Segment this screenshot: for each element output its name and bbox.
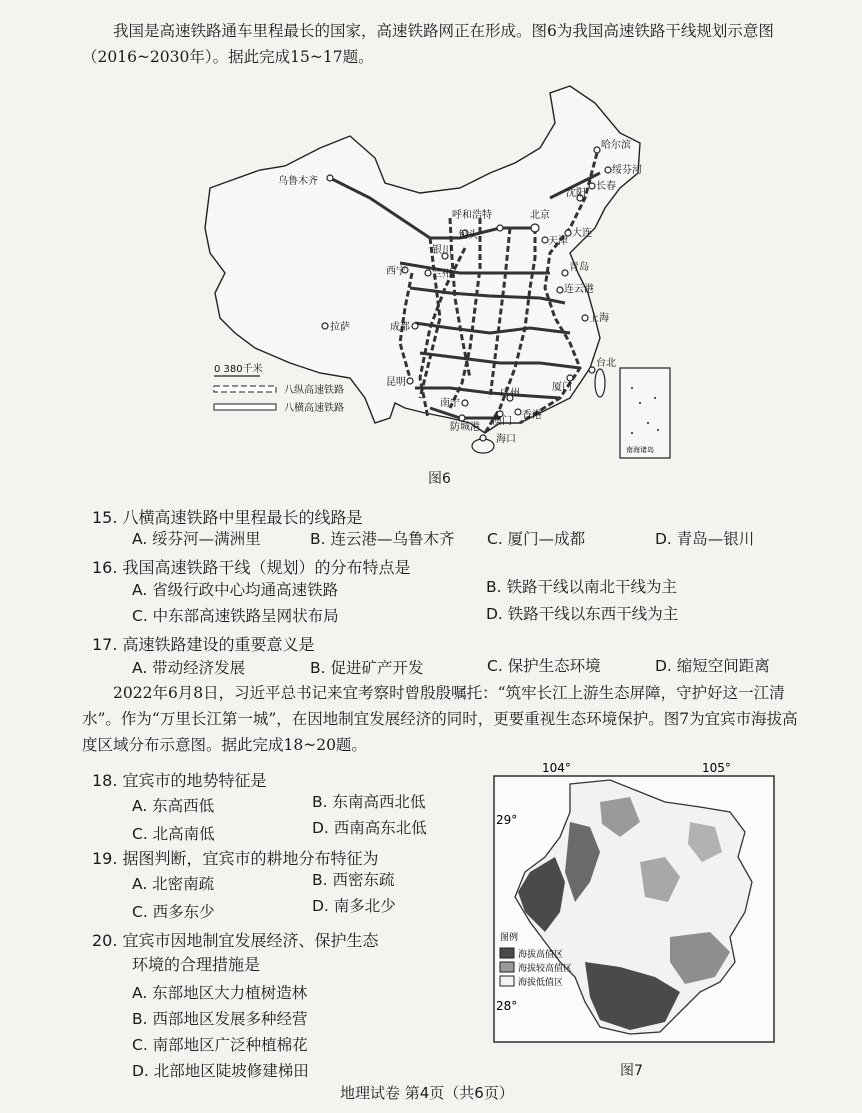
city-label: 西宁 bbox=[386, 266, 406, 277]
city-label: 台北 bbox=[596, 358, 616, 369]
figure-6-caption: 图6 bbox=[428, 471, 451, 487]
legend-horizontal-label: 八横高速铁路 bbox=[284, 403, 344, 414]
lat-label-29: 29° bbox=[496, 813, 518, 827]
q15-option-c: C. 厦门—成都 bbox=[487, 530, 586, 548]
city-label: 南宁 bbox=[440, 398, 460, 409]
city-label: 沈阳 bbox=[566, 188, 586, 199]
intro-paragraph-2: 2022年6月8日，习近平总书记来宜考察时曾殷殷嘱托：“筑牢长江上游生态屏障，守护好这一江清水”。作为“万里长江第一城”，在因地制宜发展经济的同时，更要重视生态环境保护。图7为宜宾市海拔高度区域分布示意图。据此完成18~20题。 bbox=[82, 684, 798, 754]
intro-paragraph-1: 我国是高速铁路通车里程最长的国家，高速铁路网正在形成。图6为我国高速铁路干线规划示意图（2016~2030年）。据此完成15~17题。 bbox=[82, 22, 774, 66]
city-label: 连云港 bbox=[564, 284, 594, 295]
city-label: 昆明 bbox=[386, 377, 406, 388]
q20-option-b: B. 西部地区发展多种经营 bbox=[132, 1010, 308, 1028]
legend-high: 海拔高值区 bbox=[518, 950, 564, 960]
south-sea-inset bbox=[620, 368, 670, 458]
city-label: 厦门 bbox=[552, 382, 572, 393]
city-label: 银川 bbox=[432, 245, 452, 256]
q17-option-b: B. 促进矿产开发 bbox=[310, 659, 424, 677]
q20-option-c: C. 南部地区广泛种植棉花 bbox=[132, 1036, 308, 1054]
question-15: 15. 八横高速铁路中里程最长的线路是 bbox=[92, 508, 363, 527]
city-label: 长春 bbox=[596, 181, 616, 192]
q16-option-a: A. 省级行政中心均通高速铁路 bbox=[132, 581, 339, 599]
city-label: 香港 bbox=[522, 410, 542, 421]
q17-option-d: D. 缩短空间距离 bbox=[655, 657, 770, 675]
city-label: 呼和浩特 bbox=[452, 210, 492, 221]
q16-option-c: C. 中东部高速铁路呈网状布局 bbox=[132, 607, 339, 625]
hsr-map-figure bbox=[200, 78, 680, 468]
elevation-map-figure bbox=[490, 762, 780, 1057]
city-label: 大连 bbox=[572, 228, 592, 239]
city-label: 青岛 bbox=[569, 262, 589, 273]
city-label: 哈尔滨 bbox=[601, 140, 631, 151]
q19-option-b: B. 西密东疏 bbox=[312, 871, 395, 889]
q18-option-a: A. 东高西低 bbox=[132, 797, 215, 815]
page-footer: 地理试卷 第4页（共6页） bbox=[340, 1084, 514, 1102]
city-label: 包头 bbox=[458, 230, 478, 241]
q20-option-a: A. 东部地区大力植树造林 bbox=[132, 984, 308, 1002]
lon-label-104: 104° bbox=[542, 762, 571, 775]
q19-option-d: D. 南多北少 bbox=[312, 897, 396, 915]
city-label: 北京 bbox=[530, 210, 550, 221]
q17-option-c: C. 保护生态环境 bbox=[487, 657, 601, 675]
question-20: 20. 宜宾市因地制宜发展经济、保护生态 bbox=[92, 931, 379, 950]
q18-option-d: D. 西南高东北低 bbox=[312, 819, 427, 837]
city-label: 拉萨 bbox=[330, 322, 350, 333]
legend-mid: 海拔较高值区 bbox=[518, 964, 573, 974]
city-label: 兰州 bbox=[432, 269, 452, 280]
city-label: 乌鲁木齐 bbox=[278, 176, 318, 187]
city-label: 广州 bbox=[500, 388, 520, 399]
lat-label-28: 28° bbox=[496, 999, 518, 1013]
q18-option-b: B. 东南高西北低 bbox=[312, 793, 426, 811]
q16-option-b: B. 铁路干线以南北干线为主 bbox=[486, 578, 677, 596]
city-label: 天津 bbox=[548, 236, 568, 247]
city-label: 绥芬河 bbox=[612, 165, 642, 176]
q19-option-a: A. 北密南疏 bbox=[132, 875, 215, 893]
city-label: 成都 bbox=[390, 322, 410, 333]
q20-option-d: D. 北部地区陡坡修建梯田 bbox=[132, 1062, 309, 1080]
q19-option-c: C. 西多东少 bbox=[132, 903, 215, 921]
city-label: 海口 bbox=[496, 434, 516, 445]
taiwan-island bbox=[595, 369, 605, 397]
legend-vertical-label: 八纵高速铁路 bbox=[284, 385, 344, 396]
q15-option-b: B. 连云港—乌鲁木齐 bbox=[310, 530, 455, 548]
question-20-line-2: 环境的合理措施是 bbox=[132, 955, 261, 974]
question-19: 19. 据图判断，宜宾市的耕地分布特征为 bbox=[92, 849, 379, 868]
question-18: 18. 宜宾市的地势特征是 bbox=[92, 771, 267, 790]
scale-label: 0 380千米 bbox=[214, 364, 263, 375]
city-label: 澳门 bbox=[492, 416, 512, 427]
q16-option-d: D. 铁路干线以东西干线为主 bbox=[486, 605, 679, 623]
city-label: 上海 bbox=[589, 313, 609, 324]
question-17: 17. 高速铁路建设的重要意义是 bbox=[92, 635, 315, 654]
lon-label-105: 105° bbox=[702, 762, 731, 775]
city-label: 防城港 bbox=[450, 422, 480, 433]
legend-low: 海拔低值区 bbox=[518, 978, 564, 988]
figure-7-caption: 图7 bbox=[620, 1063, 643, 1079]
china-outline bbox=[205, 86, 640, 433]
q15-option-a: A. 绥芬河—满洲里 bbox=[132, 530, 261, 548]
q15-option-d: D. 青岛—银川 bbox=[655, 530, 755, 548]
question-16: 16. 我国高速铁路干线（规划）的分布特点是 bbox=[92, 558, 411, 577]
q17-option-a: A. 带动经济发展 bbox=[132, 659, 246, 677]
legend-title: 图例 bbox=[500, 933, 519, 943]
inset-label: 南海诸岛 bbox=[626, 446, 654, 454]
q18-option-c: C. 北高南低 bbox=[132, 825, 215, 843]
